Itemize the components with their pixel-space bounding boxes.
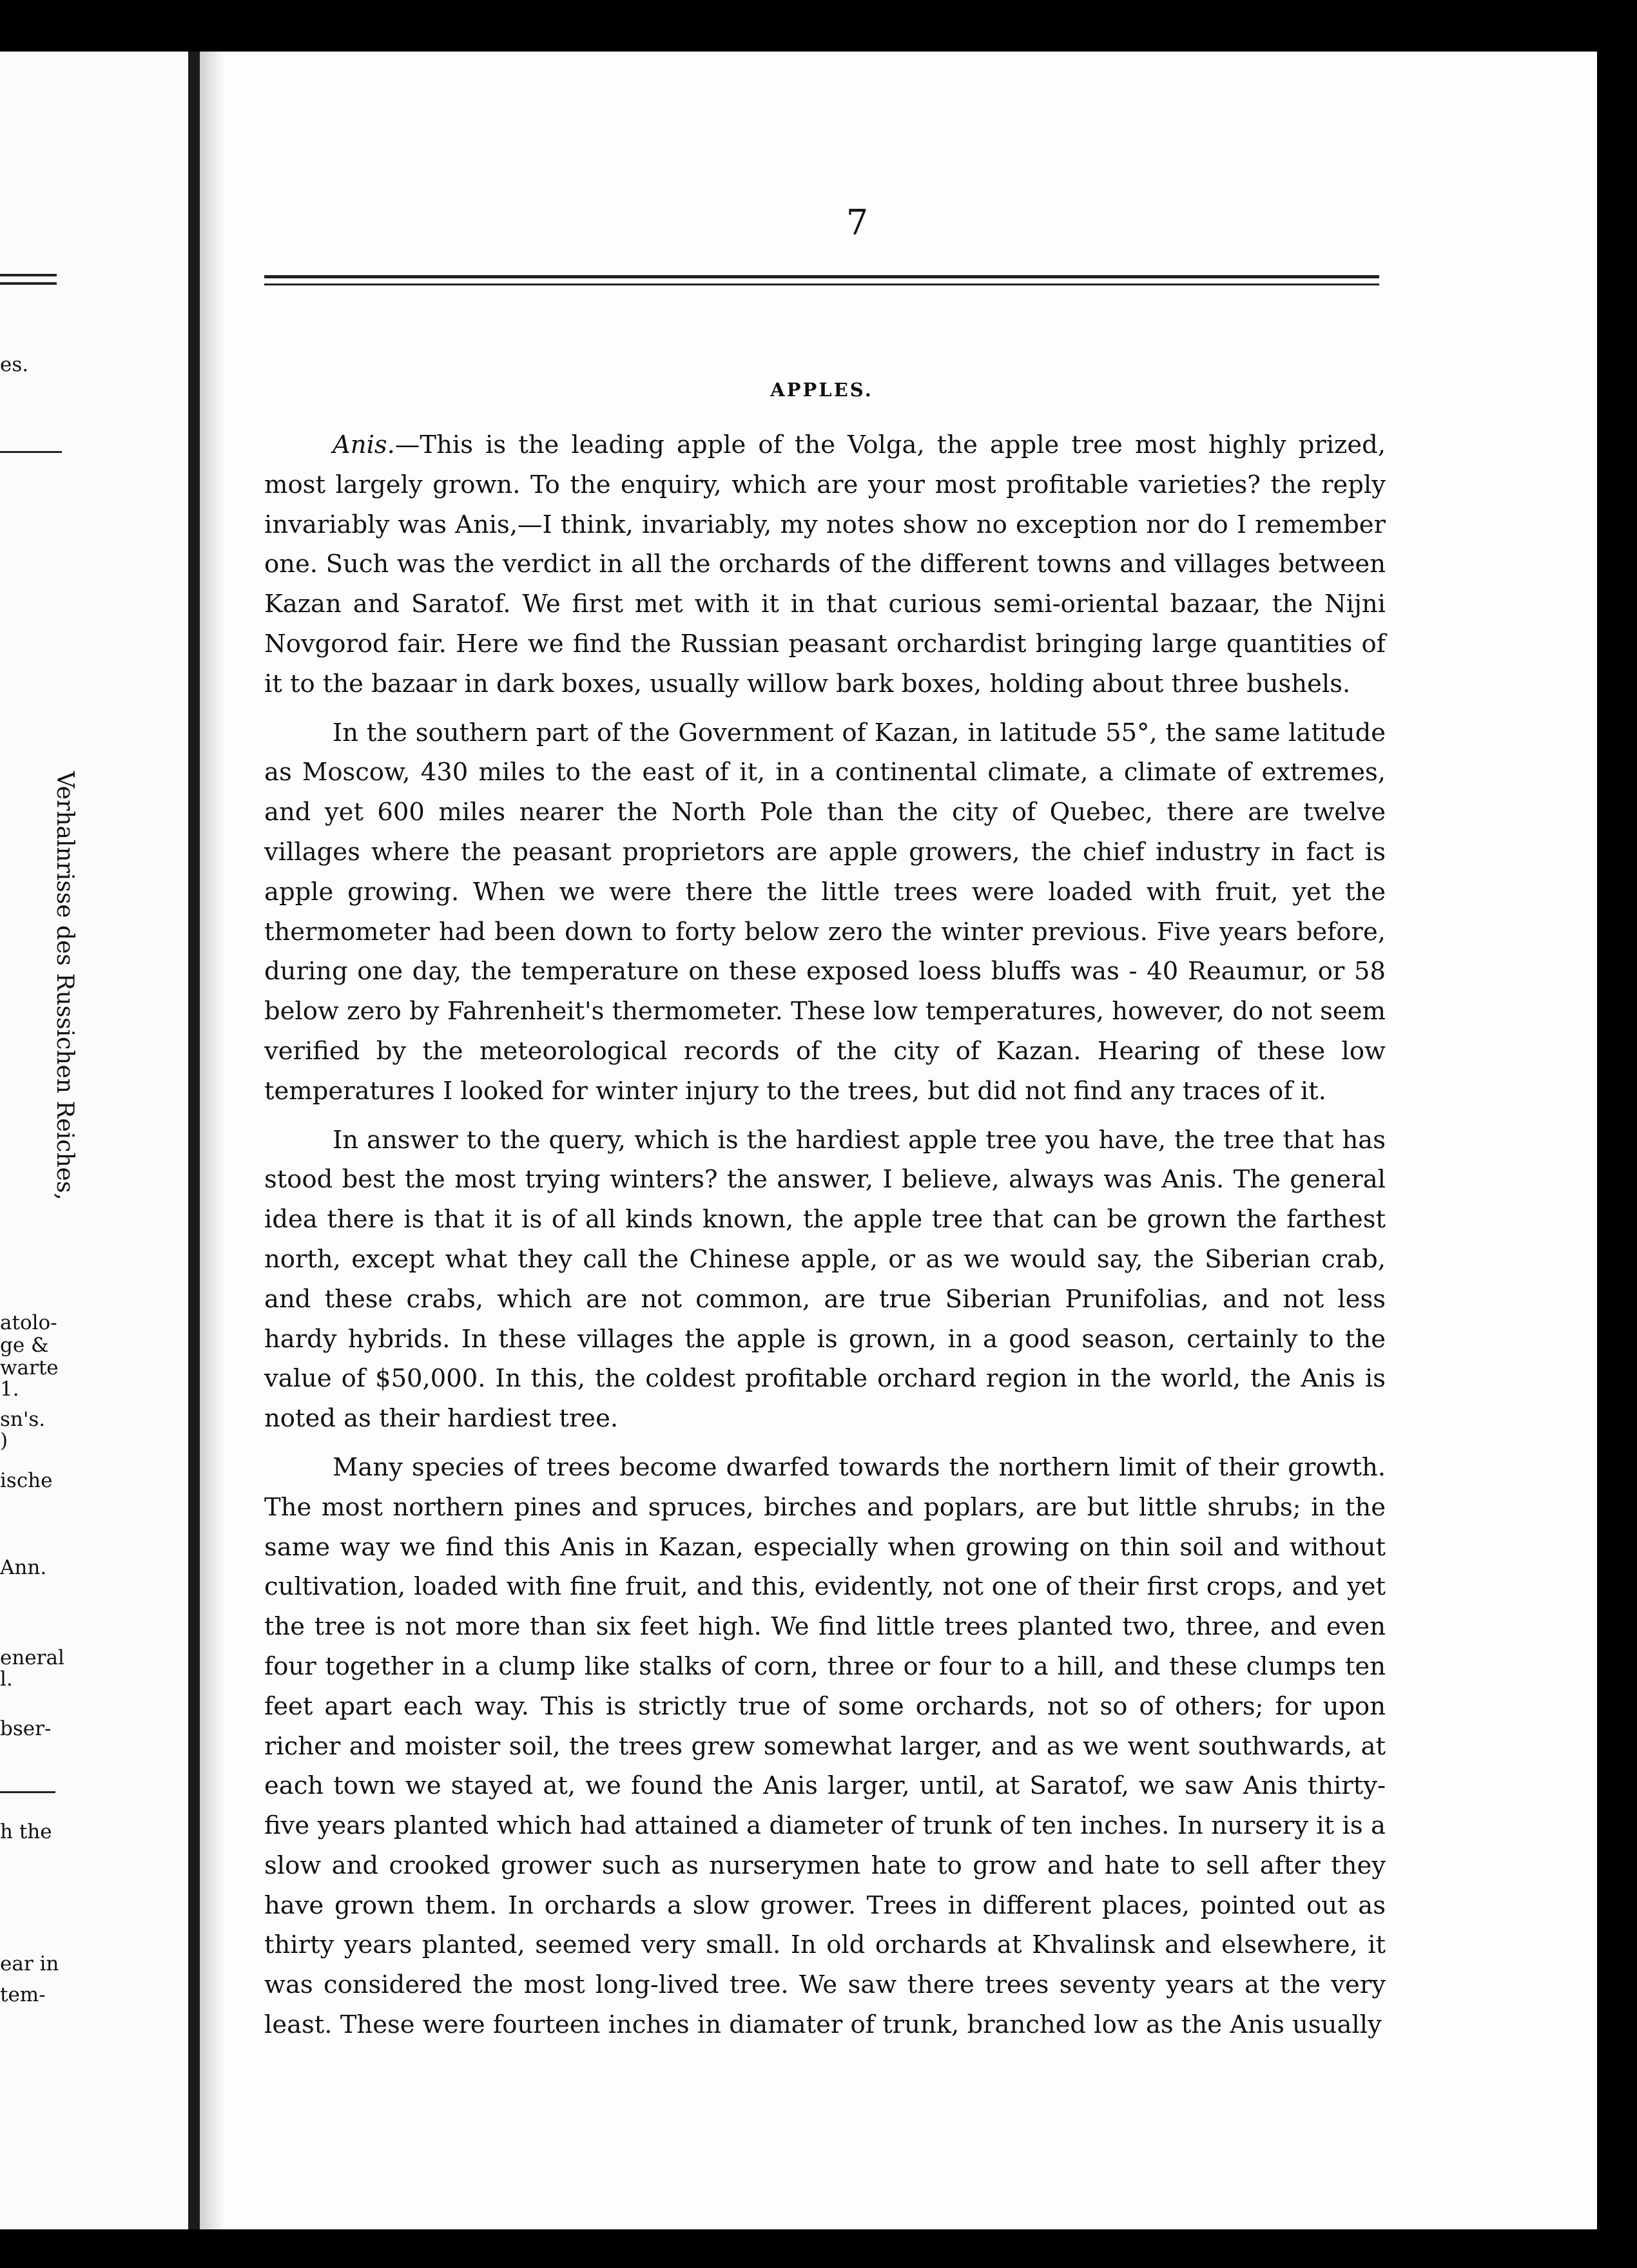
left-text-fragment: 1.: [0, 1378, 19, 1401]
left-text-fragment: ear in: [0, 1952, 59, 1975]
section-title: APPLES.: [770, 379, 873, 401]
header-rule-top: [264, 275, 1379, 278]
left-page-rule: [0, 274, 57, 276]
left-text-fragment: tem-: [0, 1983, 46, 2006]
paragraph-text: —This is the leading apple of the Volga, the apple tree most highly prized, most largely grown. To the enquiry, which are your most profitable varieties? the reply invariably was Anis,—I think, invariably, my notes show no exception nor do I remember one. Such was the verdict in all the orchards of the different towns and villages between Kazan and Saratof. We first met with it in that curious semi-oriental bazaar, the Nijni Novgorod fair. Here we find the Russian peasant orchardist bringing large quantities of it to the bazaar in dark boxes, usually willow bark boxes, holding about three bushels.: [264, 430, 1386, 698]
left-text-fragment: warte: [0, 1356, 59, 1379]
spine-title: Verhalnrisse des Russichen Reiches,: [52, 771, 78, 1200]
book-gutter: [188, 52, 200, 2229]
left-page-rule: [0, 1791, 55, 1793]
left-text-fragment: h the: [0, 1820, 52, 1843]
page-number: 7: [846, 202, 869, 243]
body-text: [264, 425, 1386, 2045]
main-page: [200, 52, 1597, 2229]
paragraph-text: In answer to the query, which is the hardiest apple tree you have, the tree that has stood best the most trying winters? the answer, I believe, always was Anis. The general idea there is that it is of all kinds known, the apple tree that can be grown the farthest north, except what they call the Chinese apple, or as we would say, the Siberian crab, and these crabs, which are not common, are true Siberian Prunifolias, and not less hardy hybrids. In these villages the apple is grown, in a good season, certainly to the value of $50,000. In this, the coldest profitable orchard region in the world, the Anis is noted as their hardiest tree.: [264, 1125, 1386, 1434]
paragraph: [264, 425, 1386, 704]
left-text-fragment: sn's.: [0, 1408, 46, 1431]
paragraph-text: In the southern part of the Government of Kazan, in latitude 55°, the same latitude as Moscow, 430 miles to the east of it, in a continental climate, a climate of extremes, and yet 600 miles nearer the North Pole than the city of Quebec, there are twelve villages where the peasant proprietors are apple growers, the chief industry in fact is apple growing. When we were there the little trees were loaded with fruit, yet the thermometer had been down to forty below zero the winter previous. Five years before, during one day, the temperature on these exposed loess bluffs was - 40 Reaumur, or 58 below zero by Fahrenheit's thermometer. These low temperatures, however, do not seem verified by the meteorological records of the city of Kazan. Hearing of these low temperatures I looked for winter injury to the trees, but did not find any traces of it.: [264, 718, 1386, 1106]
paragraph-lead: Anis.: [333, 430, 395, 459]
left-text-fragment: bser-: [0, 1717, 52, 1740]
paragraph: [264, 713, 1386, 1111]
left-text-fragment: atolo-: [0, 1311, 57, 1334]
gutter-shade: [200, 52, 226, 2229]
left-text-fragment: ische: [0, 1469, 53, 1492]
paragraph-text: Many species of trees become dwarfed towards the northern limit of their growth. The most northern pines and spruces, birches and poplars, are but little shrubs; in the same way we find this Anis in Kazan, especially when growing on thin soil and without cultivation, loaded with fine fruit, and this, evidently, not one of their first crops, and yet the tree is not more than six feet high. We find little trees planted two, three, and even four together in a clump like stalks of corn, three or four to a hill, and these clumps ten feet apart each way. This is strictly true of some orchards, not so of others; for upon richer and moister soil, the trees grew somewhat larger, and as we went southwards, at each town we stayed at, we found the Anis larger, until, at Saratof, we saw Anis thirty-five years planted which had attained a diameter of trunk of ten inches. In nursery it is a slow and crooked grower such as nurserymen hate to grow and hate to sell after they have grown them. In orchards a slow grower. Trees in different places, pointed out as thirty years planted, seemed very small. In old orchards at Khvalinsk and elsewhere, it was considered the most long-lived tree. We saw there trees seventy years at the very least. These were fourteen inches in diamater of trunk, branched low as the Anis usually: [264, 1452, 1386, 2040]
left-text-fragment: ge &: [0, 1334, 49, 1357]
left-page-rule: [0, 282, 57, 285]
left-text-fragment: Ann.: [0, 1556, 47, 1579]
left-facing-page: [0, 52, 188, 2229]
left-text-fragment: ): [0, 1429, 8, 1452]
left-text-fragment: es.: [0, 353, 29, 376]
left-text-fragment: l.: [0, 1667, 13, 1691]
left-text-fragment: eneral: [0, 1646, 64, 1669]
left-page-rule: [0, 451, 62, 453]
header-rule-bottom: [264, 284, 1379, 285]
paragraph: [264, 1120, 1386, 1439]
paragraph: [264, 1448, 1386, 2045]
